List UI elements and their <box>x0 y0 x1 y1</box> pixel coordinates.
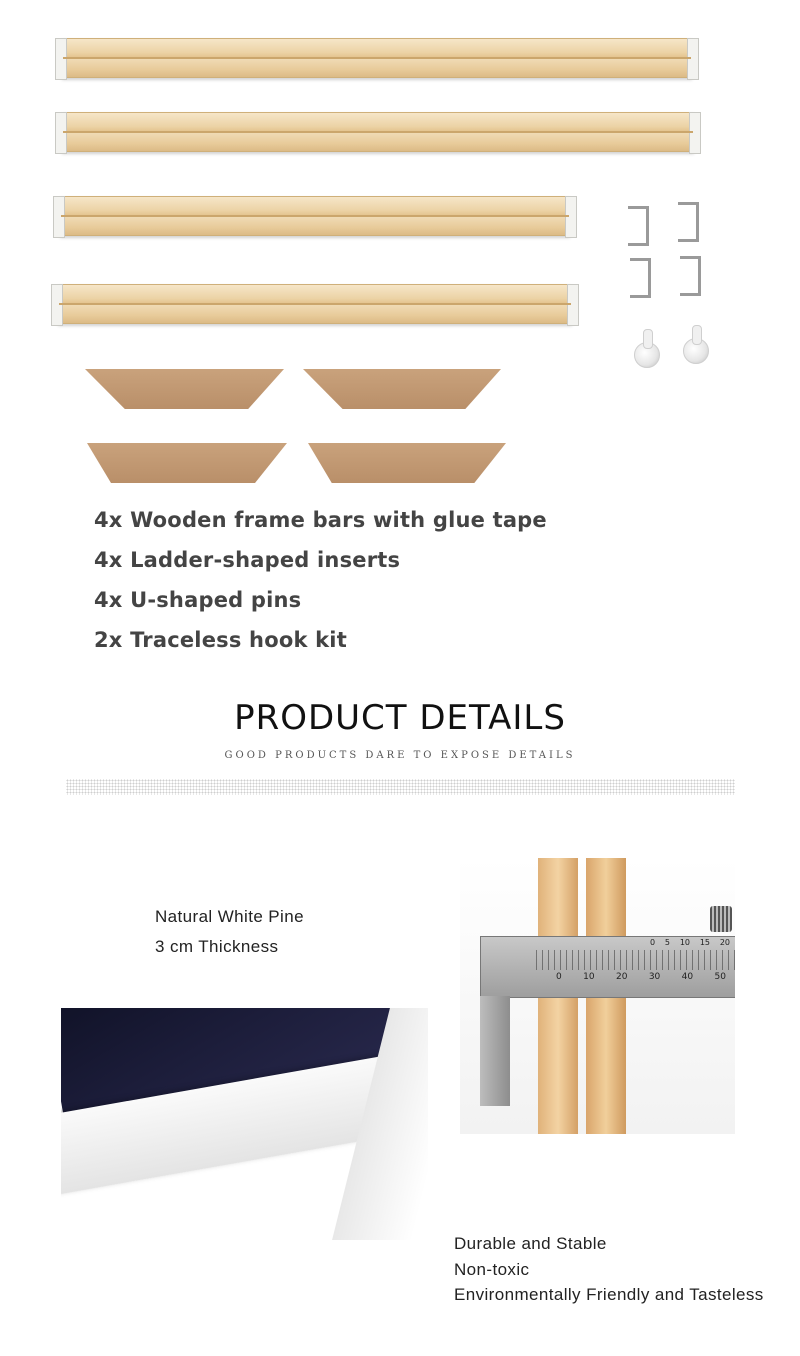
dotted-divider <box>66 779 735 795</box>
traceless-hook-icon <box>683 338 709 364</box>
frame-corner-photo <box>61 1008 428 1240</box>
wooden-bar <box>62 112 694 152</box>
quality-note: Environmentally Friendly and Tasteless <box>454 1285 764 1304</box>
section-title: PRODUCT DETAILS <box>234 698 566 738</box>
ladder-insert <box>87 443 287 483</box>
contents-item: 4x Ladder-shaped inserts <box>94 548 401 572</box>
contents-item: 4x U-shaped pins <box>94 588 302 612</box>
ladder-insert <box>308 443 506 483</box>
contents-item: 4x Wooden frame bars with glue tape <box>94 508 547 532</box>
quality-note: Durable and Stable <box>454 1234 607 1253</box>
caliper-knob-icon <box>710 906 732 932</box>
material-note: 3 cm Thickness <box>155 937 279 956</box>
u-pin-icon <box>630 258 651 298</box>
u-pin-icon <box>628 206 649 246</box>
u-pin-icon <box>680 256 701 296</box>
material-note: Natural White Pine <box>155 907 304 926</box>
package-contents-list <box>94 504 547 664</box>
caliper-scale-bottom: 0 10 20 30 40 50 <box>556 972 726 982</box>
contents-item: 2x Traceless hook kit <box>94 628 347 652</box>
caliper-scale-top: 0 5 10 15 20 <box>650 938 730 947</box>
ladder-insert <box>303 369 501 409</box>
material-notes <box>155 902 304 962</box>
wooden-bar <box>62 38 692 78</box>
wooden-bar <box>60 196 570 236</box>
quality-note: Non-toxic <box>454 1259 530 1279</box>
caliper-measurement-photo <box>460 858 735 1134</box>
ladder-insert <box>85 369 284 409</box>
quality-notes <box>454 1231 764 1308</box>
section-subtitle: GOOD PRODUCTS DARE TO EXPOSE DETAILS <box>224 750 576 761</box>
traceless-hook-icon <box>634 342 660 368</box>
u-pin-icon <box>678 202 699 242</box>
wooden-bar <box>58 284 572 324</box>
